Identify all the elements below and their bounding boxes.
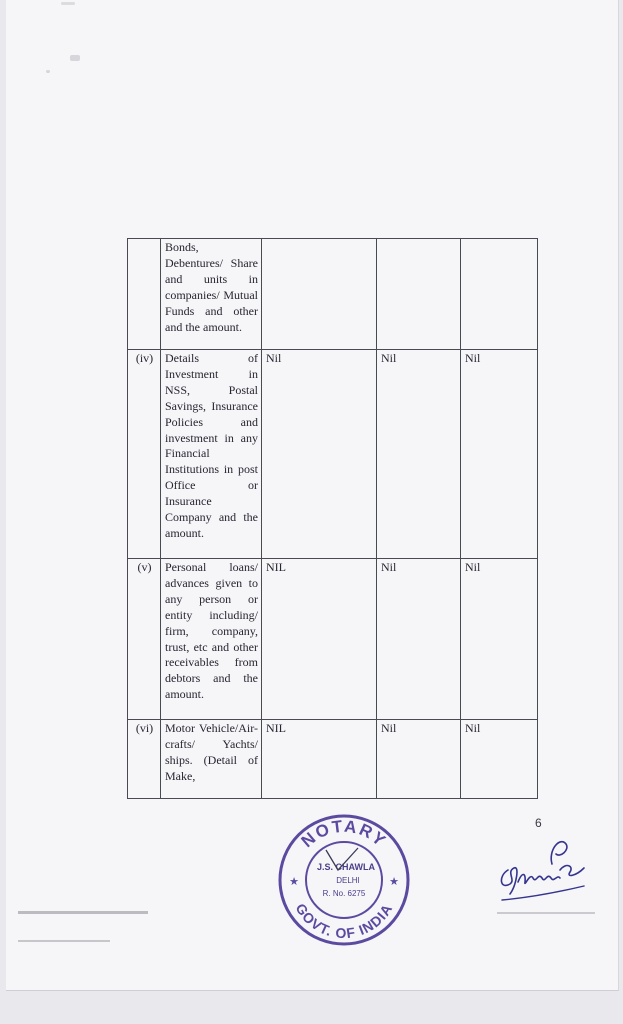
stamp-name: J.S. CHAWLA [316,862,376,872]
stamp-city: DELHI [336,876,360,885]
signature [494,828,590,912]
scan-artifact [497,912,595,914]
row-description: Bonds, Debentures/ Share and units in companies/ Mutual Funds and other and the amount. [161,239,262,350]
row-number [128,239,161,350]
stamp-top-text: NOTARY [297,816,391,852]
scan-smudge [70,55,80,61]
stamp-bottom-text: GOVT. OF INDIA [292,900,396,942]
star-icon: ★ [389,876,399,888]
table-row [128,350,538,559]
assets-table [127,238,538,799]
notary-stamp [276,812,412,948]
row-number: (v) [128,559,161,720]
star-icon: ★ [289,876,299,888]
row-value-b: Nil [377,559,461,720]
scan-artifact [18,940,110,942]
row-value-c: Nil [461,720,538,799]
row-value-c: Nil [461,350,538,559]
page-number: 6 [535,816,542,830]
row-number: (iv) [128,350,161,559]
row-value-b: Nil [377,720,461,799]
row-value-c: Nil [461,559,538,720]
stamp-reg-no: R. No. 6275 [322,889,366,898]
scan-smudge [61,2,75,5]
row-value-a: NIL [262,559,377,720]
table-row [128,559,538,720]
row-value-b [377,239,461,350]
scan-artifact [18,911,148,914]
row-number: (vi) [128,720,161,799]
scan-smudge [46,70,50,73]
row-value-c [461,239,538,350]
row-value-a [262,239,377,350]
row-value-a: NIL [262,720,377,799]
row-description: Motor Vehicle/Air-crafts/ Yachts/ ships. (Detail of Make, [161,720,262,799]
row-description: Personal loans/ advances given to any person or entity including/ firm, company, trust, etc and other receivables from debtors and the amount. [161,559,262,720]
table-row [128,239,538,350]
row-value-a: Nil [262,350,377,559]
row-value-b: Nil [377,350,461,559]
table-row [128,720,538,799]
row-description: Details of Investment in NSS, Postal Savings, Insurance Policies and investment in any Financial Institutions in post Office or Insurance Company and the amount. [161,350,262,559]
